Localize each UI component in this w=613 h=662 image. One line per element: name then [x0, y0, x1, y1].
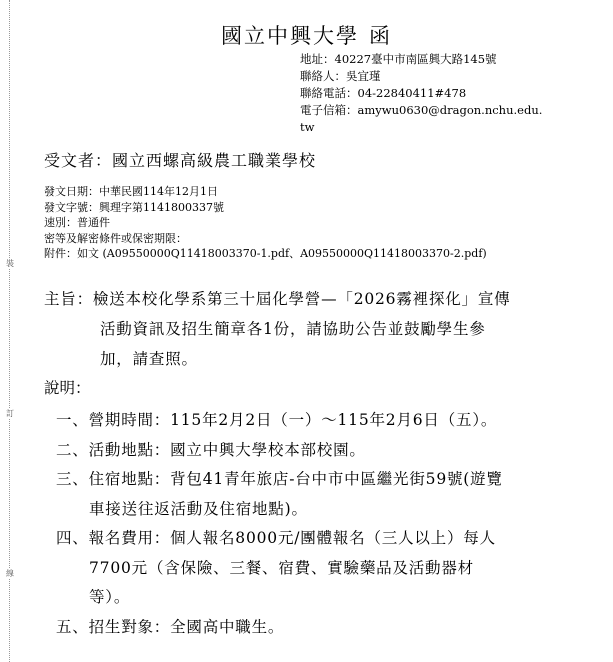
recipient: 受文者：國立西螺高級農工職業學校 — [44, 151, 317, 170]
contact-block — [300, 51, 542, 136]
description-item-venue: 二、活動地點：國立中興大學校本部校園。 — [56, 440, 366, 459]
subject-line: 主旨：檢送本校化學系第三十屆化學營—「2026霧裡探化」宣傳 — [44, 290, 511, 308]
description-item-fee-continued: 7700元（含保險、三餐、宿費、實驗藥品及活動器材 — [89, 558, 474, 577]
contact-person: 聯絡人：吳宜瑾 — [300, 69, 381, 83]
contact-phone: 聯絡電話：04-22840411#478 — [300, 86, 467, 100]
binding-mark-ding: 訂 — [6, 409, 14, 418]
secrecy-level: 密等及解密條件或保密期限： — [44, 231, 187, 245]
issuing-organization: 國立中興大學 — [221, 24, 359, 48]
document-title — [0, 20, 613, 50]
issue-date: 發文日期：中華民國114年12月1日 — [44, 185, 218, 198]
description-item-lodging-continued: 車接送往返活動及住宿地點)。 — [89, 499, 308, 518]
document-type: 函 — [369, 24, 392, 48]
description-item-period: 一、營期時間：115年2月2日（一）～115年2月6日（五）。 — [56, 411, 498, 429]
description-heading: 說明： — [44, 379, 91, 397]
document-meta — [44, 184, 487, 262]
binding-mark-zhuang: 裝 — [6, 259, 14, 268]
description-item-lodging: 三、住宿地點：背包41青年旅店-台中市中區繼光街59號(遊覽 — [56, 470, 503, 488]
description-item-audience: 五、招生對象：全國高中職生。 — [56, 617, 285, 636]
description-list — [56, 406, 503, 642]
contact-address: 地址：40227臺中市南區興大路145號 — [300, 52, 497, 66]
attachment-list: 附件：如文 (A09550000Q11418003370-1.pdf、A09550000Q11418003370-2.pdf) — [44, 247, 487, 261]
subject-line: 活動資訊及招生簡章各1份，請協助公告並鼓勵學生參 — [100, 320, 486, 338]
contact-email-continued: tw — [300, 120, 315, 134]
delivery-speed: 速別：普通件 — [44, 216, 110, 230]
binding-mark-xian: 線 — [6, 569, 14, 578]
description-item-fee-continued: 等）。 — [89, 588, 131, 606]
contact-email: 電子信箱：amywu0630@dragon.nchu.edu. — [300, 103, 543, 117]
subject-section — [44, 284, 510, 374]
subject-line: 加，請查照。 — [100, 350, 198, 368]
binding-line — [9, 0, 11, 662]
document-number: 發文字號：興理字第1141800337號 — [44, 200, 224, 214]
description-item-fee: 四、報名費用：個人報名8000元/團體報名（三人以上）每人 — [56, 529, 496, 547]
